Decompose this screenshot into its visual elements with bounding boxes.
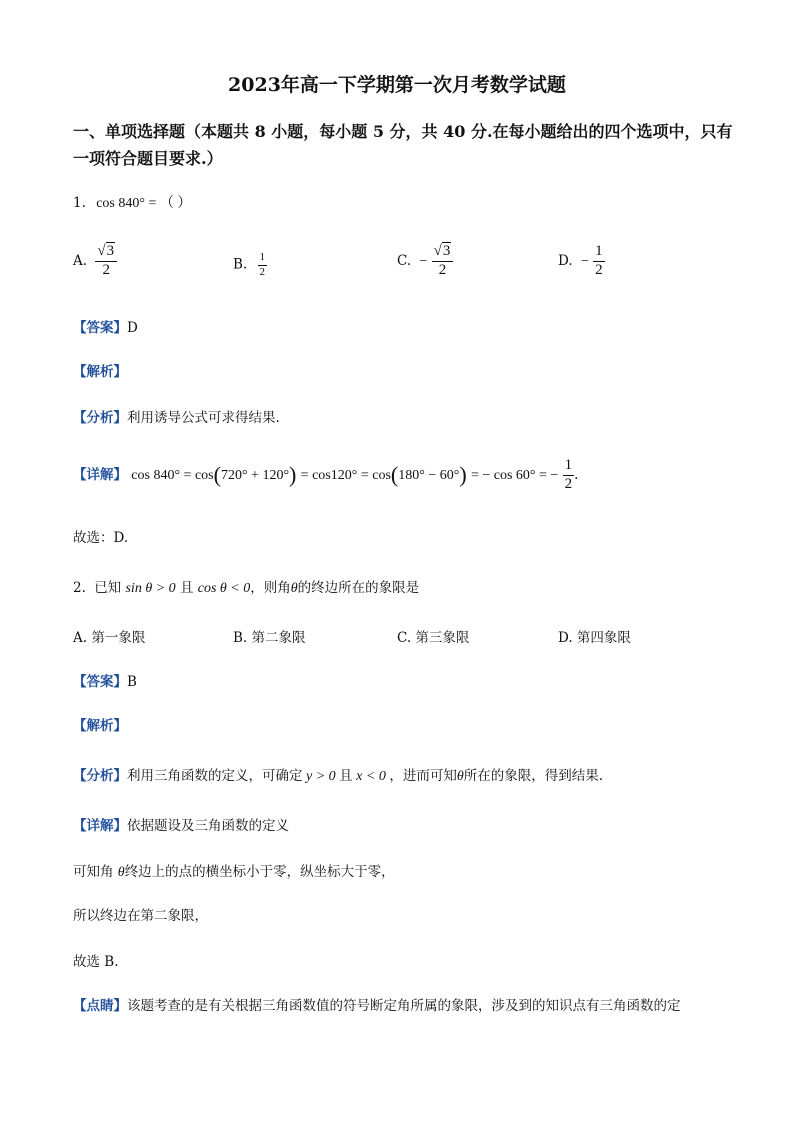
question-number: 1.	[73, 195, 86, 211]
fraction	[258, 252, 268, 278]
option-d	[558, 244, 605, 279]
q2-line3: 所以终边在第二象限，	[73, 908, 208, 924]
option-b: B. 第二象限	[233, 630, 306, 646]
q1-analysis-tag	[73, 360, 127, 380]
minus-sign: −	[419, 253, 428, 269]
q2-dianjing	[73, 994, 681, 1014]
option-b	[233, 252, 267, 278]
line-math: θ	[117, 865, 125, 880]
fenxi-text: 且	[339, 768, 353, 784]
answer-tag: 【答案】	[73, 674, 127, 690]
stem-math: θ	[290, 581, 298, 596]
answer-tag: 【答案】	[73, 320, 127, 336]
denominator: 2	[438, 261, 447, 278]
fraction	[563, 458, 575, 493]
page-title: 2023年高一下学期第一次月考数学试题	[228, 74, 566, 96]
fenxi-tag: 【分析】	[73, 768, 127, 784]
question-1-stem	[73, 192, 191, 212]
stem-text: 已知	[94, 580, 126, 596]
option-c	[397, 244, 453, 279]
numerator: 1	[564, 457, 573, 473]
q1-answer	[73, 316, 138, 336]
xiangjie-tag: 【详解】	[73, 818, 127, 834]
xiangjie-tag: 【详解】	[73, 466, 127, 483]
question-number: 2.	[73, 580, 86, 596]
dianjing-text: 该题考查的是有关根据三角函数值的符号断定角所属的象限，涉及到的知识点有三角函数的定	[127, 998, 681, 1014]
denominator: 2	[259, 265, 266, 278]
stem-text: ，则角	[250, 580, 291, 596]
denominator: 2	[595, 261, 603, 278]
fenxi-math: x < 0	[352, 769, 390, 784]
denominator: 2	[564, 475, 573, 492]
fraction	[593, 244, 605, 279]
line-text: 可知角	[73, 864, 118, 880]
q2-fenxi	[73, 764, 603, 785]
q2-analysis-tag	[73, 714, 127, 734]
line-text: 终边上的点的横坐标小于零，纵坐标大于零，	[124, 864, 395, 880]
dianjing-tag: 【点睛】	[73, 998, 127, 1014]
stem-math: cos θ < 0	[197, 581, 251, 596]
option-label: B.	[233, 256, 248, 273]
option-label: D.	[558, 252, 573, 269]
fenxi-text: 利用诱导公式可求得结果.	[127, 410, 280, 426]
question-text: cos 840° = （ ）	[96, 196, 192, 211]
q2-line2	[73, 860, 395, 881]
option-label: A.	[73, 252, 88, 269]
fenxi-tag: 【分析】	[73, 410, 127, 426]
denominator: 2	[102, 261, 110, 278]
section-heading-line1: 一、单项选择题（本题共 8 小题，每小题 5 分，共 40 分.在每小题给出的四个选项中，只有	[73, 122, 733, 141]
q1-choose: 故选：D.	[73, 530, 129, 546]
stem-text: 且	[175, 580, 198, 596]
numerator: 1	[259, 251, 266, 263]
period: .	[574, 466, 579, 483]
formula-part: = cos120° = cos	[300, 467, 391, 483]
fenxi-text: 利用三角函数的定义，可确定	[127, 768, 303, 784]
q1-fenxi	[73, 406, 280, 426]
fenxi-math: θ	[456, 769, 464, 784]
analysis-tag: 【解析】	[73, 718, 127, 734]
stem-text: 的终边所在的象限是	[297, 580, 420, 596]
formula-part: 180° − 60°	[398, 467, 460, 483]
question-2-stem	[73, 576, 419, 597]
formula-part: 720° + 120°	[220, 467, 290, 483]
option-d: D. 第四象限	[558, 630, 631, 646]
answer-value: B	[127, 674, 137, 690]
q1-xiangjie: 【详解】 cos 840° = cos(720° + 120°) = cos120° = cos(180° − 60°) = − cos 60° = − $\frac{1}{2}$ .	[73, 457, 579, 492]
radicand: 3	[442, 243, 451, 259]
fenxi-math: y > 0	[302, 769, 340, 784]
fraction: $\frac{√3}{2}$	[95, 244, 117, 279]
radicand: 3	[106, 243, 115, 259]
answer-value: D	[127, 320, 138, 336]
option-c: C. 第三象限	[397, 630, 470, 646]
option-a	[73, 244, 117, 279]
numerator: 1	[595, 243, 603, 259]
q2-answer	[73, 670, 137, 690]
q2-xiangjie	[73, 814, 289, 834]
q2-choose: 故选 B.	[73, 954, 119, 970]
formula-part: cos 840° = cos	[131, 467, 214, 483]
fraction: $\frac{√3}{2}$	[432, 244, 454, 279]
analysis-tag: 【解析】	[73, 364, 127, 380]
xiangjie-text: 依据题设及三角函数的定义	[127, 818, 289, 834]
minus-sign: −	[580, 253, 589, 269]
section-heading-line2: 一项符合题目要求.）	[73, 149, 223, 168]
fenxi-text: ，进而可知	[389, 768, 457, 784]
fenxi-text: 所在的象限，得到结果.	[463, 768, 604, 784]
formula-part: = − cos 60° = −	[470, 467, 559, 483]
option-label: C.	[397, 252, 412, 269]
stem-math: sin θ > 0	[125, 581, 176, 596]
option-a: A. 第一象限	[73, 630, 146, 646]
